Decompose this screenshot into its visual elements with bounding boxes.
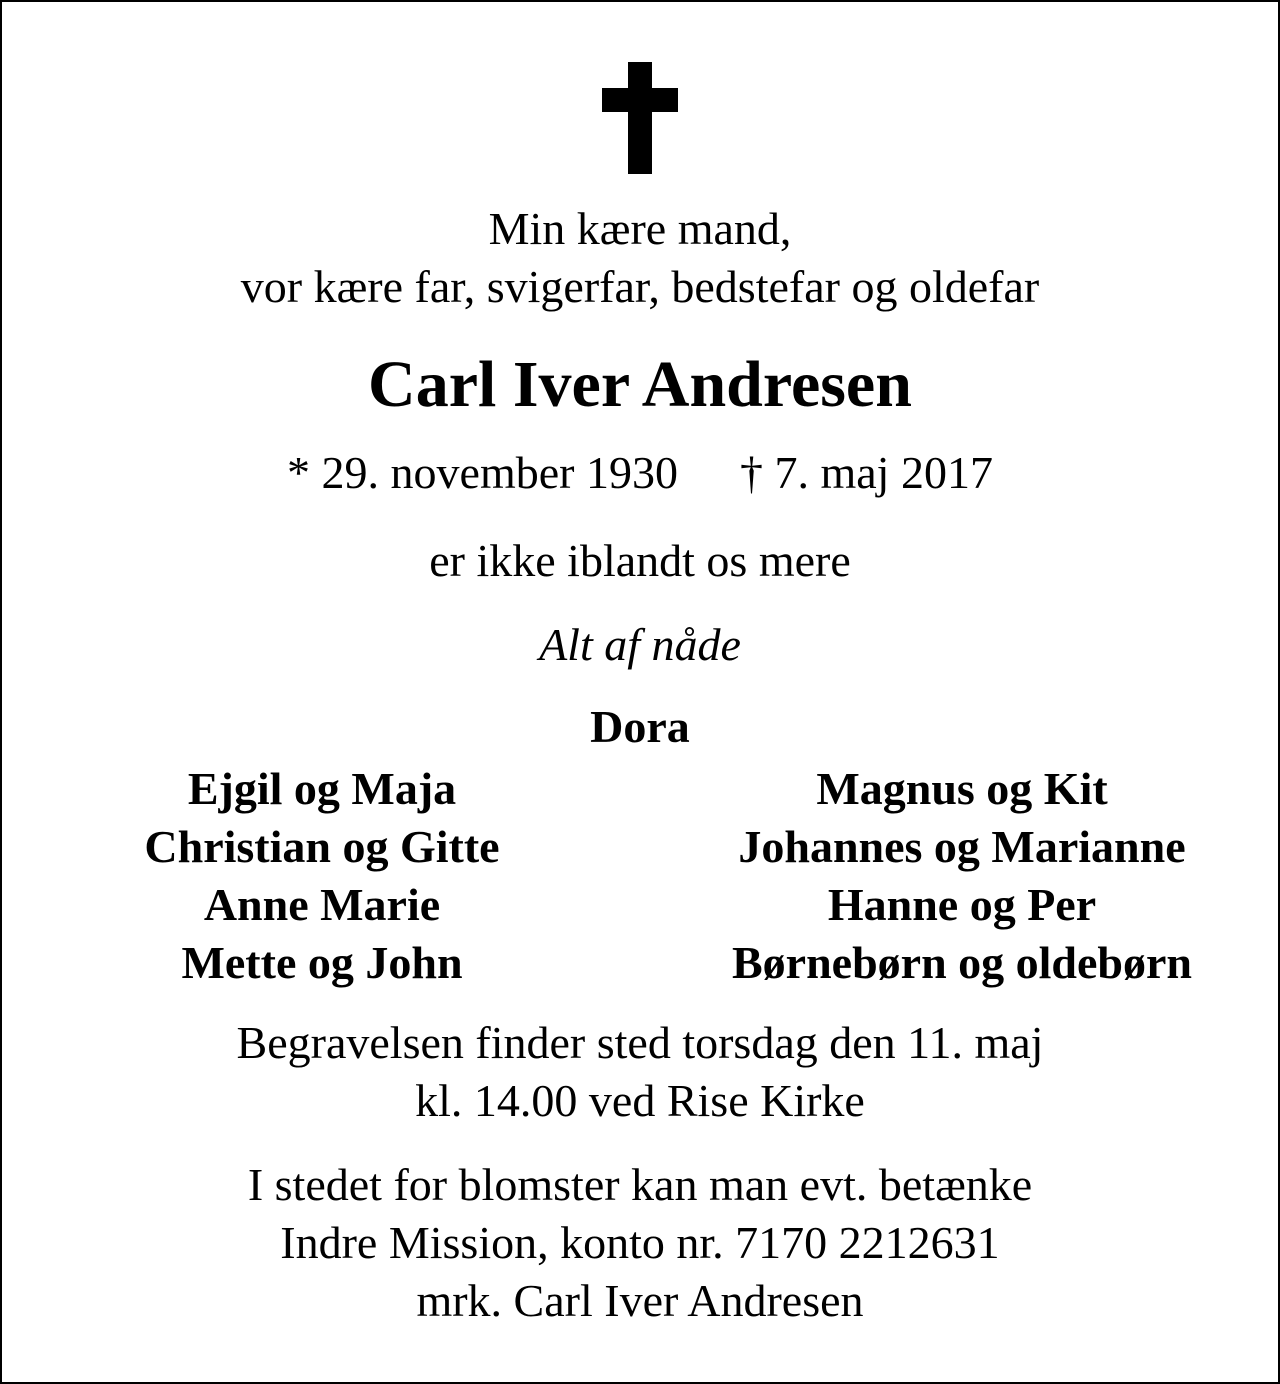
donation-line-2: Indre Mission, konto nr. 7170 2212631: [280, 1217, 1000, 1268]
donation-line-1: I stedet for blomster kan man evt. betænke: [247, 1159, 1033, 1210]
mourner-name: Hanne og Per: [827, 879, 1097, 930]
mourner-name: Magnus og Kit: [816, 763, 1108, 814]
mourner-name: Børnebørn og oldebørn: [731, 937, 1193, 988]
intro-line-1: Min kære mand,: [488, 203, 792, 254]
mourner-name: Anne Marie: [203, 879, 441, 930]
born-symbol: *: [287, 447, 311, 498]
mourners-left-column: [42, 760, 602, 992]
spouse-name: Dora: [590, 701, 690, 752]
intro-line-2: vor kære far, svigerfar, bedstefar og oldefar: [240, 261, 1040, 312]
mourners-right-column: [642, 760, 1280, 992]
mourner-name: Johannes og Marianne: [738, 821, 1186, 872]
death-date: 7. maj 2017: [774, 447, 993, 498]
funeral-line-2: kl. 14.00 ved Rise Kirke: [415, 1075, 865, 1126]
mourner-name: Mette og John: [181, 937, 463, 988]
birth-date: 29. november 1930: [321, 447, 678, 498]
death-symbol: †: [739, 447, 763, 498]
donation-line-3: mrk. Carl Iver Andresen: [416, 1275, 864, 1326]
funeral-line-1: Begravelsen finder sted torsdag den 11. maj: [236, 1017, 1044, 1068]
mourner-name: Christian og Gitte: [144, 821, 500, 872]
verse: Alt af nåde: [539, 619, 741, 670]
life-dates: [2, 447, 1278, 498]
latin-cross-icon: [2, 62, 1278, 174]
message-line: er ikke iblandt os mere: [429, 535, 851, 586]
mourner-name: Ejgil og Maja: [187, 763, 457, 814]
deceased-name: Carl Iver Andresen: [368, 348, 912, 421]
